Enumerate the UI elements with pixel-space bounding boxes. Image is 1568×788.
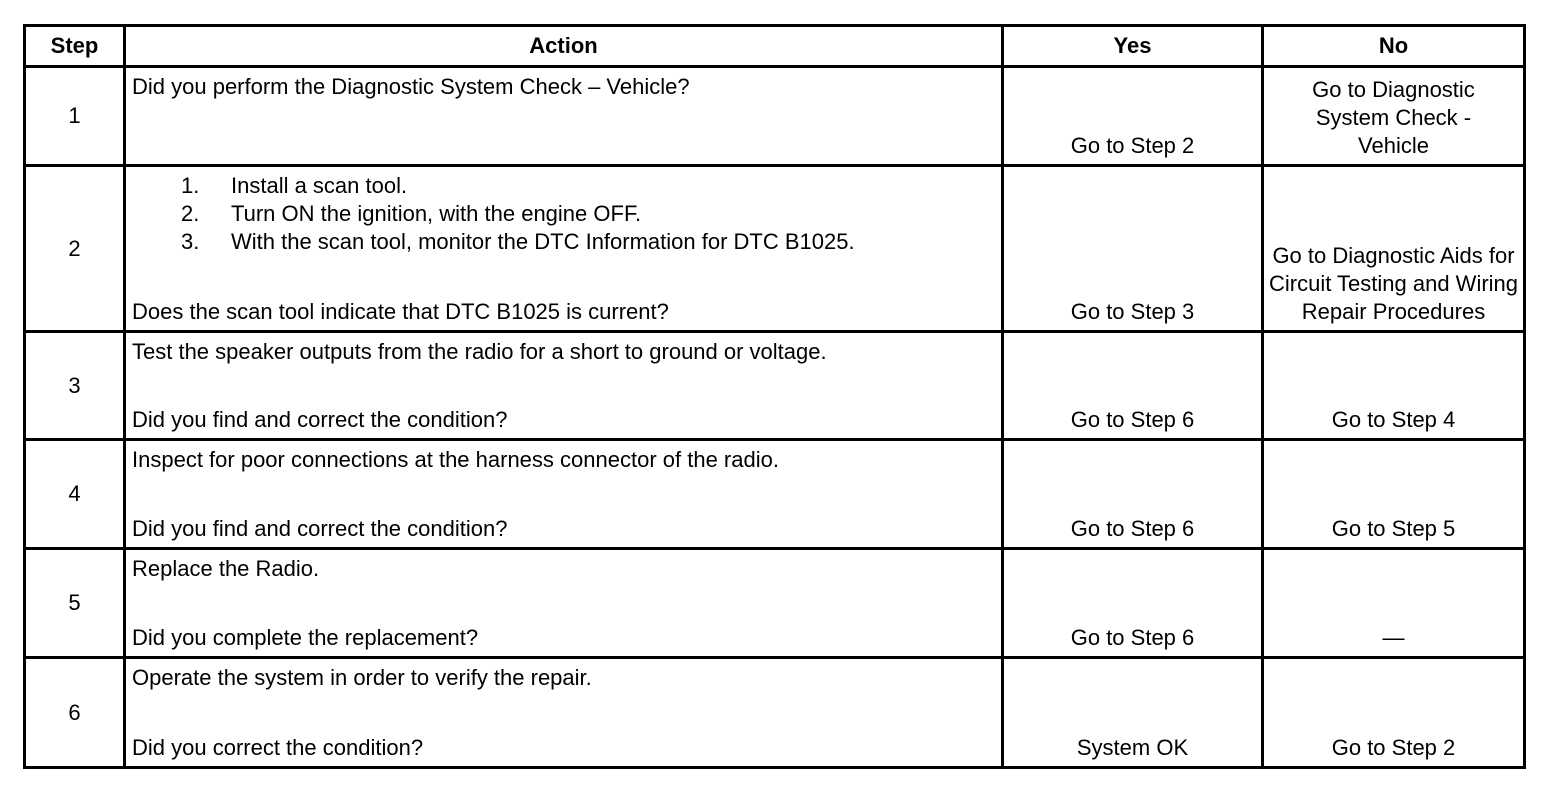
action-text: Inspect for poor connections at the harness connector of the radio. (132, 447, 779, 472)
list-item (181, 172, 855, 200)
action-cell (126, 659, 1004, 766)
no-cell (1264, 333, 1523, 441)
step-number: 4 (26, 441, 126, 550)
no-cell (1264, 659, 1523, 766)
yes-cell (1004, 659, 1264, 766)
no-cell (1264, 68, 1523, 167)
yes-text: Go to Step 6 (1070, 625, 1195, 650)
action-question: Did you find and correct the condition? (132, 407, 508, 432)
header-action: Action (126, 27, 1004, 68)
action-question: Does the scan tool indicate that DTC B1025 is current? (132, 299, 669, 324)
action-text: Replace the Radio. (132, 556, 320, 581)
list-text: Install a scan tool. (231, 173, 408, 198)
no-cell (1264, 441, 1523, 550)
no-text: Go to Step 2 (1331, 735, 1456, 760)
action-cell (126, 333, 1004, 441)
no-text: — (1382, 625, 1405, 650)
no-text: Go to Diagnostic Aids for Circuit Testing and Wiring Repair Procedures (1268, 243, 1519, 324)
action-steps-list (181, 172, 855, 256)
step-number: 3 (26, 333, 126, 441)
yes-text: Go to Step 6 (1070, 516, 1195, 541)
list-text: With the scan tool, monitor the DTC Information for DTC B1025. (231, 229, 855, 254)
yes-cell (1004, 333, 1264, 441)
yes-cell (1004, 167, 1264, 333)
list-number: 3. (181, 229, 200, 254)
header-yes: Yes (1004, 27, 1264, 68)
step-number: 5 (26, 550, 126, 659)
list-number: 1. (181, 173, 200, 198)
yes-text: Go to Step 6 (1070, 407, 1195, 432)
list-item (181, 200, 855, 228)
action-cell (126, 441, 1004, 550)
action-cell (126, 167, 1004, 333)
action-cell (126, 550, 1004, 659)
step-number: 2 (26, 167, 126, 333)
yes-cell (1004, 68, 1264, 167)
action-question: Did you correct the condition? (132, 735, 424, 760)
yes-cell (1004, 441, 1264, 550)
action-question: Did you complete the replacement? (132, 625, 479, 650)
action-text: Did you perform the Diagnostic System Check – Vehicle? (132, 74, 690, 99)
step-number: 6 (26, 659, 126, 766)
no-cell (1264, 167, 1523, 333)
yes-text: Go to Step 2 (1070, 133, 1195, 158)
yes-cell (1004, 550, 1264, 659)
header-step: Step (26, 27, 126, 68)
header-no: No (1264, 27, 1523, 68)
yes-text: Go to Step 3 (1070, 299, 1195, 324)
list-text: Turn ON the ignition, with the engine OFF. (231, 201, 642, 226)
action-cell (126, 68, 1004, 167)
list-number: 2. (181, 201, 200, 226)
no-text: Go to Diagnostic System Check - Vehicle (1312, 77, 1475, 158)
yes-text: System OK (1076, 735, 1189, 760)
list-item (181, 228, 855, 256)
no-text: Go to Step 4 (1331, 407, 1456, 432)
no-cell (1264, 550, 1523, 659)
step-number: 1 (26, 68, 126, 167)
no-text: Go to Step 5 (1331, 516, 1456, 541)
diagnostic-table (23, 24, 1526, 769)
action-question: Did you find and correct the condition? (132, 516, 508, 541)
action-text: Operate the system in order to verify the repair. (132, 665, 592, 690)
action-text: Test the speaker outputs from the radio for a short to ground or voltage. (132, 339, 827, 364)
